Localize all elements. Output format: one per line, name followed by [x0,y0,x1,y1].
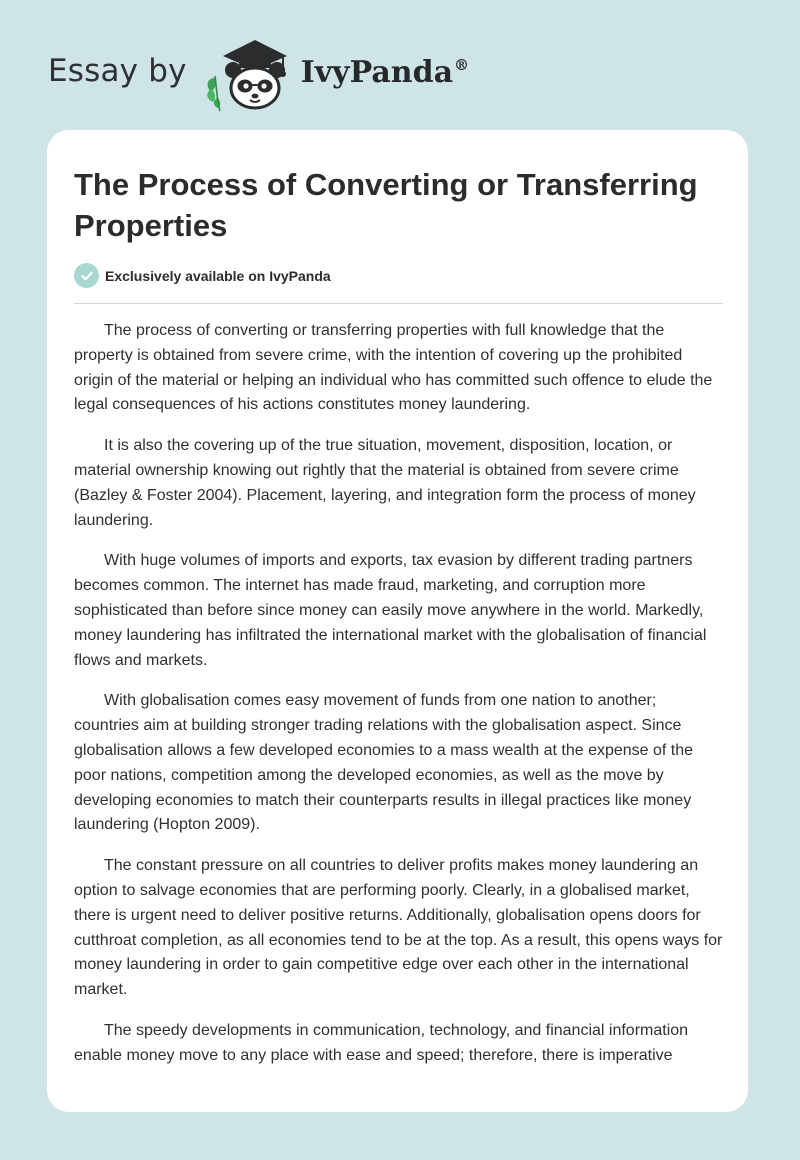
paragraph: The process of converting or transferring properties with full knowledge that the property is obtained from severe crime, with the intention of covering up the prohibited origin of the material or helping an individual who has committed such offence to elude the legal consequences of his actions constitutes money laundering. [74,322,713,414]
brand-name[interactable] [301,55,469,90]
paragraph: With globalisation comes easy movement of funds from one nation to another; countries aim at building stronger trading relations with the globalisation aspect. Since globalisation allows a few developed economies to a mass wealth at the expense of the poor nations, competition among the developed economies, as well as the move by developing economies to match their counterparts results in illegal practices like money laundering (Hopton 2009). [74,692,694,834]
paragraph: The constant pressure on all countries to deliver profits makes money laundering an option to salvage economies that are performing poorly. Clearly, in a globalised market, there is urgent need to deliver positive returns. Additionally, globalisation opens doors for cutthroat completion, as all economies tend to be at the top. As a result, this opens ways for money laundering in order to gain competitive edge over each other in the international market. [74,857,723,999]
essay-by-label: Essay by [48,53,187,89]
exclusive-badge [74,263,331,288]
paragraph: With huge volumes of imports and exports, tax evasion by different trading partners becomes common. The internet has made fraud, marketing, and corruption more sophisticated than before since money can easily move anywhere in the world. Markedly, money laundering has infiltrated the international market with the globalisation of financial flows and markets. [74,552,707,669]
badge-text: Exclusively available on IvyPanda [105,267,331,284]
site-header [48,34,469,114]
essay-card [47,130,748,1112]
page-title: The Process of Converting or Transferring Properties [74,167,698,243]
divider [74,303,723,304]
essay-body [74,319,724,1085]
brand-name-text: IvyPanda [300,54,454,90]
panda-graduate-logo-icon[interactable] [203,36,295,112]
registered-mark: ® [454,55,470,74]
check-icon [74,263,99,288]
paragraph: It is also the covering up of the true situation, movement, disposition, location, or material ownership knowing out rightly that the material is obtained from severe crime (Bazley & Foster 2004). Placement, layering, and integration form the process of money laundering. [74,437,696,529]
paragraph: The speedy developments in communication, technology, and financial information enable money move to any place with ease and speed; therefore, there is imperative [74,1021,689,1064]
